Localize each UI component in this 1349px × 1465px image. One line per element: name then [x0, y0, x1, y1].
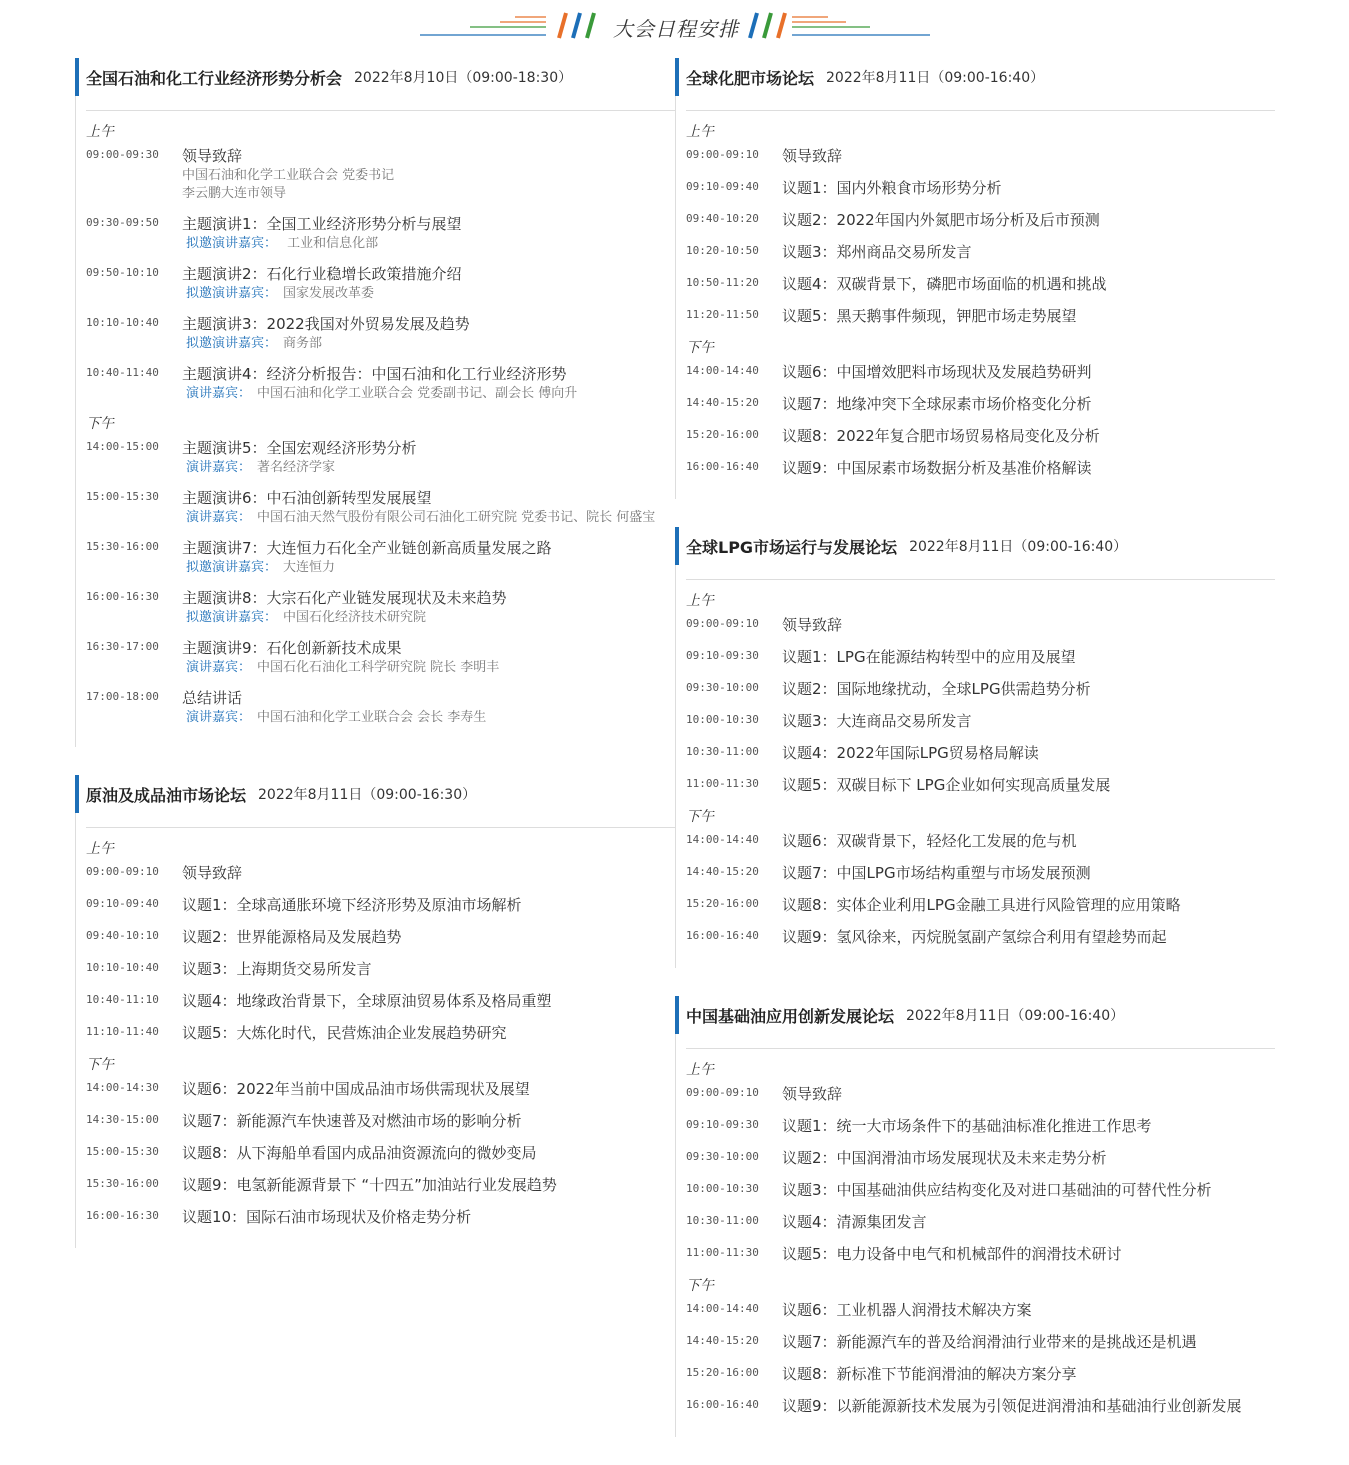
- agenda-item: [686, 926, 1275, 948]
- agenda-topic: 议题6：双碳背景下，轻烃化工发展的危与机: [782, 832, 1077, 850]
- speaker-name: 国家发展改革委: [283, 286, 375, 301]
- speaker-name: 中国石化石油化工科学研究院 院长 李明丰: [257, 660, 500, 675]
- agenda-topic: 议题1：全球高通胀环境下经济形势及原油市场解析: [182, 896, 522, 914]
- agenda-topic: 议题5：大炼化时代，民营炼油企业发展趋势研究: [182, 1024, 507, 1042]
- schedule-section: [75, 775, 675, 1248]
- agenda-content: [782, 1115, 1275, 1137]
- speaker-name: 中国石化经济技术研究院: [283, 610, 427, 625]
- agenda-content: [782, 1331, 1275, 1353]
- agenda-topic: 议题7：新能源汽车快速普及对燃油市场的影响分析: [182, 1112, 522, 1130]
- period-label: 上午: [686, 124, 714, 140]
- agenda-content: [182, 958, 675, 980]
- agenda-time: 15:30-16:00: [86, 540, 159, 553]
- agenda-content: [182, 363, 675, 403]
- agenda-content: [782, 1083, 1275, 1105]
- agenda-content: [782, 145, 1275, 167]
- agenda-content: [782, 830, 1275, 852]
- agenda-time: 10:50-11:20: [686, 276, 759, 289]
- agenda-item: [686, 646, 1275, 668]
- agenda-item: [686, 1363, 1275, 1385]
- agenda-item: [686, 830, 1275, 852]
- agenda-item: [686, 305, 1275, 327]
- agenda-content: [182, 1174, 675, 1196]
- agenda-time: 09:00-09:30: [86, 148, 159, 161]
- section-date: 2022年8月11日（09:00-16:30）: [258, 787, 477, 803]
- agenda-content: [182, 263, 675, 303]
- agenda-time: 09:40-10:10: [86, 929, 159, 942]
- agenda-speaker: [182, 385, 675, 403]
- agenda-item: [86, 213, 675, 253]
- agenda-item: [86, 145, 675, 203]
- speaker-name: 著名经济学家: [257, 460, 336, 475]
- schedule-section: [675, 527, 1275, 968]
- agenda-time: 16:00-16:30: [86, 590, 159, 603]
- agenda-topic: 议题9：以新能源新技术发展为引领促进润滑油和基础油行业创新发展: [782, 1397, 1242, 1415]
- agenda-topic: 议题5：双碳目标下 LPG企业如何实现高质量发展: [782, 776, 1111, 794]
- agenda-item: [86, 587, 675, 627]
- section-header: [675, 527, 1275, 565]
- agenda-time: 09:10-09:40: [86, 897, 159, 910]
- agenda-item: [686, 1299, 1275, 1321]
- agenda-content: [782, 774, 1275, 796]
- section-title: 中国基础油应用创新发展论坛: [686, 1006, 895, 1026]
- agenda-item: [686, 457, 1275, 479]
- agenda-time: 14:00-14:40: [686, 364, 759, 377]
- agenda-topic: 主题演讲3：2022我国对外贸易发展及趋势: [182, 315, 470, 333]
- agenda-item: [686, 241, 1275, 263]
- agenda-note: 李云鹏大连市领导: [182, 186, 287, 201]
- agenda-content: [182, 637, 675, 677]
- agenda-item: [86, 894, 675, 916]
- agenda-time: 14:30-15:00: [86, 1113, 159, 1126]
- agenda-topic: 议题6：中国增效肥料市场现状及发展趋势研判: [782, 363, 1092, 381]
- agenda-topic: 议题3：中国基础油供应结构变化及对进口基础油的可替代性分析: [782, 1181, 1212, 1199]
- agenda-topic: 议题5：黑天鹅事件频现，钾肥市场走势展望: [782, 307, 1077, 325]
- agenda-item: [686, 361, 1275, 383]
- agenda-time: 15:00-15:30: [86, 490, 159, 503]
- agenda-content: [182, 1022, 675, 1044]
- agenda-topic: 议题7：地缘冲突下全球尿素市场价格变化分析: [782, 395, 1092, 413]
- agenda-topic: 议题10：国际石油市场现状及价格走势分析: [182, 1208, 472, 1226]
- agenda-time: 16:00-16:40: [686, 460, 759, 473]
- agenda-item: [86, 363, 675, 403]
- agenda-content: [182, 487, 675, 527]
- agenda-topic: 议题8：2022年复合肥市场贸易格局变化及分析: [782, 427, 1100, 445]
- agenda-time: 09:00-09:10: [686, 148, 759, 161]
- agenda-topic: 主题演讲1：全国工业经济形势分析与展望: [182, 215, 462, 233]
- agenda-item: [86, 1206, 675, 1228]
- left-slash-icon: [559, 13, 594, 38]
- agenda-item: [86, 862, 675, 884]
- agenda-time: 09:40-10:20: [686, 212, 759, 225]
- agenda-item: [686, 145, 1275, 167]
- agenda-item: [86, 537, 675, 577]
- agenda-content: [782, 305, 1275, 327]
- agenda-content: [782, 1243, 1275, 1265]
- agenda-content: [782, 862, 1275, 884]
- period-label: 下午: [686, 1278, 714, 1294]
- section-body: [676, 111, 1275, 499]
- agenda-topic: 议题3：上海期货交易所发言: [182, 960, 372, 978]
- agenda-time: 09:10-09:30: [686, 649, 759, 662]
- agenda-content: [182, 313, 675, 353]
- agenda-item: [86, 1142, 675, 1164]
- agenda-item: [86, 437, 675, 477]
- agenda-content: [182, 926, 675, 948]
- agenda-time: 10:10-10:40: [86, 316, 159, 329]
- agenda-topic: 议题1：统一大市场条件下的基础油标准化推进工作思考: [782, 1117, 1152, 1135]
- agenda-content: [182, 687, 675, 727]
- speaker-label: 演讲嘉宾：: [186, 510, 252, 525]
- agenda-time: 09:00-09:10: [686, 617, 759, 630]
- agenda-item: [86, 958, 675, 980]
- agenda-content: [782, 177, 1275, 199]
- agenda-topic: 议题2：2022年国内外氮肥市场分析及后市预测: [782, 211, 1100, 229]
- agenda-item: [686, 1115, 1275, 1137]
- right-decor-lines: [792, 17, 930, 35]
- agenda-content: [782, 1395, 1275, 1417]
- agenda-time: 14:00-15:00: [86, 440, 159, 453]
- agenda-topic: 议题3：大连商品交易所发言: [782, 712, 972, 730]
- agenda-speaker: [182, 709, 675, 727]
- agenda-topic: 主题演讲6：中石油创新转型发展展望: [182, 489, 432, 507]
- agenda-time: 14:40-15:20: [686, 396, 759, 409]
- agenda-item: [686, 425, 1275, 447]
- agenda-content: [782, 710, 1275, 732]
- agenda-topic: 领导致辞: [182, 147, 243, 165]
- agenda-note: 中国石油和化学工业联合会 党委书记: [182, 168, 395, 183]
- agenda-item: [86, 1078, 675, 1100]
- agenda-time: 11:10-11:40: [86, 1025, 159, 1038]
- section-header: [75, 58, 675, 96]
- speaker-label: 拟邀演讲嘉宾：: [186, 560, 278, 575]
- agenda-topic: 议题1：LPG在能源结构转型中的应用及展望: [782, 648, 1076, 666]
- agenda-speaker: [182, 285, 675, 303]
- agenda-item: [86, 1022, 675, 1044]
- agenda-time: 14:40-15:20: [686, 1334, 759, 1347]
- agenda-content: [782, 1299, 1275, 1321]
- speaker-label: 拟邀演讲嘉宾：: [186, 336, 278, 351]
- section-date: 2022年8月11日（09:00-16:40）: [909, 539, 1128, 555]
- agenda-topic: 议题9：氢风徐来，丙烷脱氢副产氢综合利用有望趁势而起: [782, 928, 1167, 946]
- agenda-time: 09:10-09:30: [686, 1118, 759, 1131]
- agenda-item: [686, 393, 1275, 415]
- agenda-speaker: [182, 235, 675, 253]
- agenda-content: [182, 990, 675, 1012]
- agenda-topic: 议题4：2022年国际LPG贸易格局解读: [782, 744, 1039, 762]
- agenda-time: 11:00-11:30: [686, 1246, 759, 1259]
- agenda-time: 10:00-10:30: [686, 1182, 759, 1195]
- speaker-name: 中国石油和化学工业联合会 党委副书记、副会长 傅向升: [257, 386, 578, 401]
- agenda-time: 09:00-09:10: [86, 865, 159, 878]
- agenda-time: 09:50-10:10: [86, 266, 159, 279]
- agenda-item: [86, 687, 675, 727]
- agenda-content: [182, 587, 675, 627]
- agenda-time: 16:00-16:30: [86, 1209, 159, 1222]
- agenda-content: [782, 425, 1275, 447]
- section-body: [76, 111, 675, 747]
- speaker-label: 拟邀演讲嘉宾：: [186, 610, 278, 625]
- agenda-topic: 议题8：从下海船单看国内成品油资源流向的微妙变局: [182, 1144, 537, 1162]
- agenda-content: [782, 926, 1275, 948]
- agenda-topic: 主题演讲8：大宗石化产业链发展现状及未来趋势: [182, 589, 507, 607]
- agenda-topic: 领导致辞: [182, 864, 243, 882]
- page-header: [0, 0, 1349, 50]
- agenda-item: [86, 1174, 675, 1196]
- period-label: 下午: [86, 416, 114, 432]
- agenda-topic: 主题演讲2：石化行业稳增长政策措施介绍: [182, 265, 462, 283]
- agenda-item: [86, 926, 675, 948]
- agenda-speaker: [182, 459, 675, 477]
- agenda-content: [182, 894, 675, 916]
- agenda-topic: 议题1：国内外粮食市场形势分析: [782, 179, 1002, 197]
- agenda-content: [782, 361, 1275, 383]
- section-header: [675, 996, 1275, 1034]
- agenda-time: 16:30-17:00: [86, 640, 159, 653]
- agenda-content: [182, 1206, 675, 1228]
- speaker-label: 演讲嘉宾：: [186, 386, 252, 401]
- agenda-topic: 议题8：实体企业利用LPG金融工具进行风险管理的应用策略: [782, 896, 1181, 914]
- agenda-item: [686, 614, 1275, 636]
- speaker-label: 演讲嘉宾：: [186, 660, 252, 675]
- agenda-topic: 领导致辞: [782, 147, 843, 165]
- agenda-time: 14:40-15:20: [686, 865, 759, 878]
- agenda-time: 14:00-14:40: [686, 1302, 759, 1315]
- speaker-name: 中国石油天然气股份有限公司石油化工研究院 党委书记、院长 何盛宝: [257, 510, 656, 525]
- period-label: 下午: [86, 1057, 114, 1073]
- agenda-speaker: [182, 659, 675, 677]
- agenda-topic: 领导致辞: [782, 616, 843, 634]
- agenda-topic: 议题4：地缘政治背景下，全球原油贸易体系及格局重塑: [182, 992, 552, 1010]
- section-body: [676, 1049, 1275, 1437]
- agenda-content: [182, 537, 675, 577]
- speaker-name: 工业和信息化部: [283, 236, 379, 251]
- agenda-item: [686, 1083, 1275, 1105]
- agenda-topic: 议题7：中国LPG市场结构重塑与市场发展预测: [782, 864, 1091, 882]
- agenda-topic: 主题演讲7：大连恒力石化全产业链创新高质量发展之路: [182, 539, 552, 557]
- agenda-topic: 议题2：中国润滑油市场发展现状及未来走势分析: [782, 1149, 1107, 1167]
- agenda-item: [86, 1110, 675, 1132]
- speaker-label: 拟邀演讲嘉宾：: [186, 286, 278, 301]
- schedule-section: [75, 58, 675, 747]
- agenda-item: [686, 1243, 1275, 1265]
- agenda-time: 15:20-16:00: [686, 897, 759, 910]
- agenda-speaker: [182, 335, 675, 353]
- agenda-content: [182, 145, 675, 203]
- agenda-time: 11:20-11:50: [686, 308, 759, 321]
- section-title: 全球LPG市场运行与发展论坛: [686, 537, 898, 557]
- section-title: 全球化肥市场论坛: [686, 68, 815, 88]
- agenda-time: 10:00-10:30: [686, 713, 759, 726]
- section-date: 2022年8月10日（09:00-18:30）: [354, 70, 573, 86]
- agenda-topic: 议题4：双碳背景下，磷肥市场面临的机遇和挑战: [782, 275, 1107, 293]
- agenda-item: [686, 1147, 1275, 1169]
- agenda-topic: 议题9：电氢新能源背景下 “十四五”加油站行业发展趋势: [182, 1176, 557, 1194]
- agenda-time: 10:10-10:40: [86, 961, 159, 974]
- agenda-speaker: [182, 609, 675, 627]
- agenda-topic: 议题9：中国尿素市场数据分析及基准价格解读: [782, 459, 1092, 477]
- agenda-time: 09:30-10:00: [686, 681, 759, 694]
- agenda-time: 10:30-11:00: [686, 745, 759, 758]
- speaker-label: 演讲嘉宾：: [186, 460, 252, 475]
- agenda-time: 16:00-16:40: [686, 1398, 759, 1411]
- agenda-time: 17:00-18:00: [86, 690, 159, 703]
- period-label: 上午: [86, 841, 114, 857]
- agenda-content: [182, 437, 675, 477]
- agenda-topic: 领导致辞: [782, 1085, 843, 1103]
- agenda-content: [182, 1078, 675, 1100]
- schedule-section: [675, 58, 1275, 499]
- agenda-time: 16:00-16:40: [686, 929, 759, 942]
- agenda-time: 14:00-14:30: [86, 1081, 159, 1094]
- agenda-time: 09:30-09:50: [86, 216, 159, 229]
- agenda-topic: 议题6：工业机器人润滑技术解决方案: [782, 1301, 1032, 1319]
- agenda-content: [782, 457, 1275, 479]
- agenda-time: 10:30-11:00: [686, 1214, 759, 1227]
- agenda-topic: 主题演讲4：经济分析报告：中国石油和化工行业经济形势: [182, 365, 567, 383]
- section-body: [76, 828, 675, 1248]
- agenda-content: [782, 209, 1275, 231]
- agenda-topic: 议题2：世界能源格局及发展趋势: [182, 928, 402, 946]
- agenda-content: [182, 1110, 675, 1132]
- agenda-time: 15:00-15:30: [86, 1145, 159, 1158]
- agenda-content: [782, 1179, 1275, 1201]
- section-header: [675, 58, 1275, 96]
- agenda-content: [782, 646, 1275, 668]
- agenda-item: [686, 742, 1275, 764]
- agenda-content: [782, 273, 1275, 295]
- agenda-content: [782, 1363, 1275, 1385]
- speaker-name: 中国石油和化学工业联合会 会长 李寿生: [257, 710, 487, 725]
- agenda-time: 09:00-09:10: [686, 1086, 759, 1099]
- agenda-time: 10:40-11:10: [86, 993, 159, 1006]
- agenda-item: [86, 313, 675, 353]
- agenda-item: [686, 1179, 1275, 1201]
- agenda-time: 15:20-16:00: [686, 428, 759, 441]
- agenda-content: [182, 213, 675, 253]
- agenda-item: [686, 177, 1275, 199]
- agenda-item: [686, 273, 1275, 295]
- agenda-content: [782, 614, 1275, 636]
- period-label: 上午: [686, 1062, 714, 1078]
- agenda-content: [782, 1211, 1275, 1233]
- agenda-time: 09:30-10:00: [686, 1150, 759, 1163]
- agenda-item: [686, 774, 1275, 796]
- period-label: 下午: [686, 809, 714, 825]
- agenda-item: [686, 1211, 1275, 1233]
- agenda-topic: 总结讲话: [182, 689, 243, 707]
- section-body: [676, 580, 1275, 968]
- agenda-content: [182, 1142, 675, 1164]
- agenda-content: [782, 894, 1275, 916]
- agenda-time: 14:00-14:40: [686, 833, 759, 846]
- agenda-item: [686, 678, 1275, 700]
- agenda-item: [686, 209, 1275, 231]
- agenda-topic: 议题2：国际地缘扰动，全球LPG供需趋势分析: [782, 680, 1091, 698]
- agenda-time: 10:20-10:50: [686, 244, 759, 257]
- agenda-item: [686, 1395, 1275, 1417]
- agenda-item: [686, 1331, 1275, 1353]
- agenda-content: [182, 862, 675, 884]
- section-title: 原油及成品油市场论坛: [86, 785, 247, 805]
- agenda-topic: 议题7：新能源汽车的普及给润滑油行业带来的是挑战还是机遇: [782, 1333, 1197, 1351]
- period-label: 上午: [686, 593, 714, 609]
- agenda-speaker: [182, 559, 675, 577]
- agenda-content: [782, 742, 1275, 764]
- agenda-time: 15:30-16:00: [86, 1177, 159, 1190]
- right-column: [675, 58, 1275, 1465]
- left-decor-lines: [420, 17, 546, 35]
- period-label: 上午: [86, 124, 114, 140]
- speaker-label: 拟邀演讲嘉宾：: [186, 236, 278, 251]
- agenda-item: [86, 487, 675, 527]
- agenda-item: [686, 862, 1275, 884]
- agenda-item: [686, 710, 1275, 732]
- right-slash-icon: [750, 13, 785, 38]
- agenda-item: [686, 894, 1275, 916]
- agenda-content: [782, 678, 1275, 700]
- agenda-content: [782, 1147, 1275, 1169]
- page-title: 大会日程安排: [613, 17, 739, 41]
- left-column: [75, 58, 675, 1276]
- section-date: 2022年8月11日（09:00-16:40）: [826, 70, 1045, 86]
- agenda-item: [86, 990, 675, 1012]
- agenda-time: 10:40-11:40: [86, 366, 159, 379]
- period-label: 下午: [686, 340, 714, 356]
- agenda-topic: 议题6：2022年当前中国成品油市场供需现状及展望: [182, 1080, 530, 1098]
- agenda-speaker: [182, 509, 675, 527]
- speaker-name: 商务部: [283, 336, 323, 351]
- agenda-topic: 议题5：电力设备中电气和机械部件的润滑技术研讨: [782, 1245, 1122, 1263]
- agenda-time: 15:20-16:00: [686, 1366, 759, 1379]
- agenda-item: [86, 263, 675, 303]
- agenda-time: 09:10-09:40: [686, 180, 759, 193]
- agenda-time: 11:00-11:30: [686, 777, 759, 790]
- agenda-topic: 议题8：新标准下节能润滑油的解决方案分享: [782, 1365, 1077, 1383]
- section-header: [75, 775, 675, 813]
- agenda-item: [86, 637, 675, 677]
- speaker-name: 大连恒力: [283, 560, 336, 575]
- agenda-content: [782, 393, 1275, 415]
- schedule-section: [675, 996, 1275, 1437]
- speaker-label: 演讲嘉宾：: [186, 710, 252, 725]
- section-title: 全国石油和化工行业经济形势分析会: [86, 68, 343, 88]
- agenda-topic: 主题演讲5：全国宏观经济形势分析: [182, 439, 417, 457]
- section-date: 2022年8月11日（09:00-16:40）: [906, 1008, 1125, 1024]
- agenda-topic: 主题演讲9：石化创新新技术成果: [182, 639, 402, 657]
- agenda-content: [782, 241, 1275, 263]
- agenda-topic: 议题4：清源集团发言: [782, 1213, 927, 1231]
- agenda-topic: 议题3：郑州商品交易所发言: [782, 243, 972, 261]
